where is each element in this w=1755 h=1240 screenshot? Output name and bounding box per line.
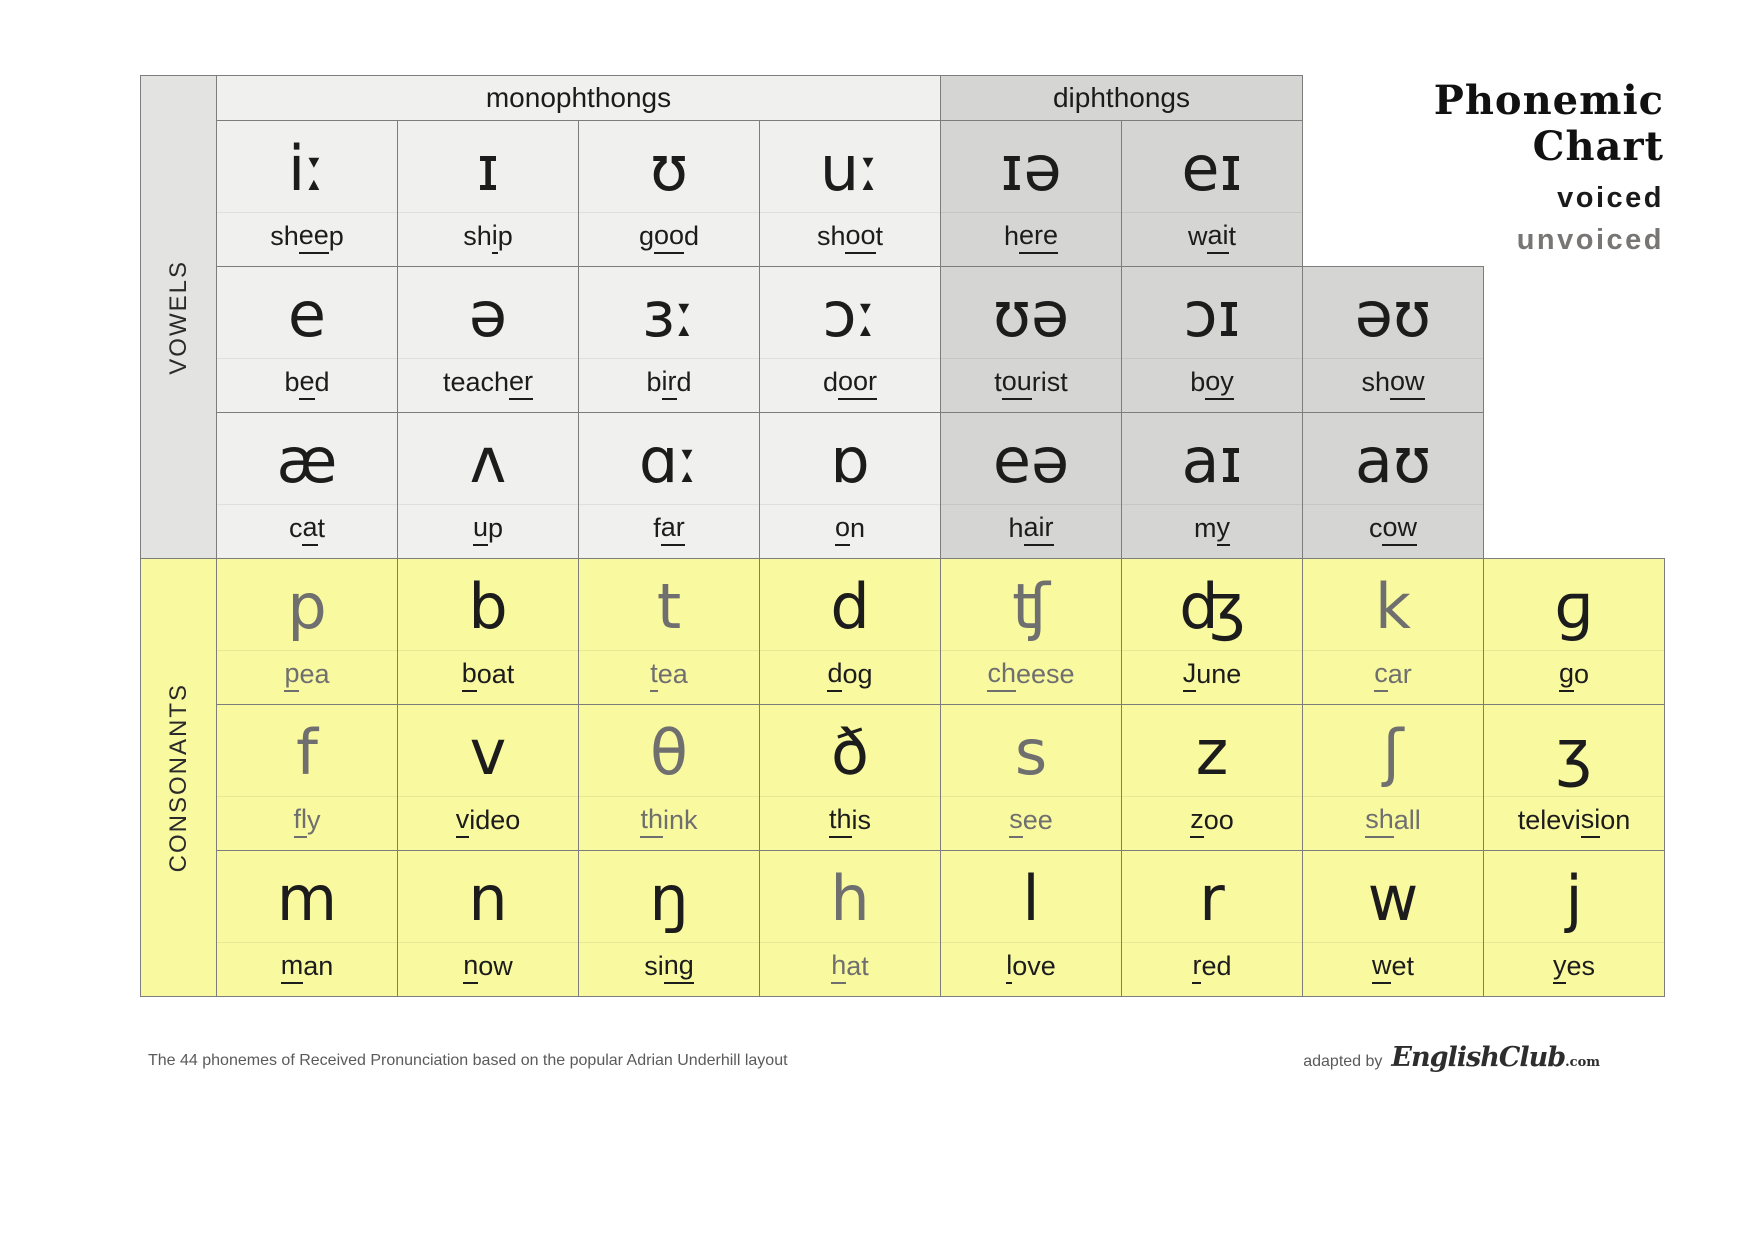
word-underlined-part: u: [473, 512, 488, 546]
example-word: [1303, 358, 1483, 412]
phoneme-symbol: iː: [287, 131, 327, 205]
word-part: m: [1194, 513, 1217, 543]
phoneme-symbol: əʊ: [1354, 277, 1432, 351]
word-part: oo: [1203, 805, 1234, 835]
word-underlined-part: ng: [664, 950, 694, 984]
word-underlined-part: ir: [662, 366, 677, 400]
word-part: si: [644, 951, 664, 981]
word-part: d: [822, 367, 838, 397]
word-underlined-part: e: [299, 366, 314, 400]
word-part: w: [1187, 221, 1208, 251]
word-underlined-part: ow: [1382, 512, 1417, 546]
phoneme-symbol: aɪ: [1181, 423, 1243, 497]
phoneme-cell-door: [759, 266, 941, 413]
word-underlined-part: g: [1559, 658, 1574, 692]
phoneme-symbol: z: [1195, 715, 1229, 789]
phoneme-cell-ship: [397, 120, 579, 267]
phoneme-symbol: ɑː: [638, 423, 700, 497]
phoneme-symbol: e: [287, 277, 327, 351]
word-part: y: [307, 805, 321, 835]
word-part: g: [638, 221, 654, 251]
phoneme-symbol: ɡ: [1554, 569, 1594, 643]
word-part: oat: [476, 659, 515, 689]
phoneme-symbol: n: [468, 861, 508, 935]
word-part: p: [488, 513, 504, 543]
word-underlined-part: m: [281, 950, 304, 984]
word-underlined-part: oo: [654, 220, 684, 254]
word-underlined-part: ee: [299, 220, 329, 254]
word-part: sh: [463, 221, 492, 251]
vowels-section-label-text: VOWELS: [164, 259, 192, 375]
consonants-section-label: [140, 558, 217, 997]
example-word: [941, 358, 1121, 412]
word-part: sh: [1361, 367, 1390, 397]
word-underlined-part: air: [1024, 512, 1054, 546]
phoneme-cell-zoo: [1121, 704, 1303, 851]
phoneme-symbol: ŋ: [649, 861, 689, 935]
phoneme-cell-television: [1483, 704, 1665, 851]
word-part: d: [676, 367, 692, 397]
word-part: ee: [1022, 805, 1053, 835]
diphthongs-header: diphthongs: [940, 75, 1303, 121]
englishclub-logo: [1391, 1042, 1600, 1073]
phoneme-cell-see: [940, 704, 1122, 851]
word-part: ow: [478, 951, 513, 981]
word-part: h: [1008, 513, 1024, 543]
word-part: ar: [1387, 659, 1412, 689]
word-part: rist: [1031, 367, 1068, 397]
word-part: t: [317, 513, 326, 543]
phoneme-cell-shoot: [759, 120, 941, 267]
example-word: [1303, 650, 1483, 704]
phoneme-cell-man: [216, 850, 398, 997]
word-underlined-part: c: [1374, 658, 1388, 692]
word-part: t: [994, 367, 1002, 397]
phoneme-cell-now: [397, 850, 579, 997]
footer-credit: [1303, 1042, 1600, 1073]
voiced-legend: voiced: [1557, 181, 1664, 214]
phoneme-cell-sheep: [216, 120, 398, 267]
phoneme-cell-bird: [578, 266, 760, 413]
phoneme-symbol: æ: [276, 423, 338, 497]
word-underlined-part: s: [1009, 804, 1023, 838]
word-part: b: [646, 367, 662, 397]
example-word: [760, 504, 940, 558]
phoneme-cell-cheese: [940, 558, 1122, 705]
word-part: ove: [1012, 951, 1056, 981]
word-part: h: [1003, 221, 1019, 251]
phoneme-cell-go: [1483, 558, 1665, 705]
example-word: [1484, 650, 1664, 704]
word-underlined-part: th: [640, 804, 663, 838]
phoneme-cell-video: [397, 704, 579, 851]
word-underlined-part: i: [492, 220, 498, 254]
phoneme-cell-boat: [397, 558, 579, 705]
word-underlined-part: o: [835, 512, 850, 546]
phoneme-cell-yes: [1483, 850, 1665, 997]
example-word: [1484, 796, 1664, 850]
word-part: n: [850, 513, 866, 543]
example-word: [398, 796, 578, 850]
example-word: [1122, 358, 1302, 412]
phoneme-cell-wait: [1121, 120, 1303, 267]
monophthongs-header: monophthongs: [216, 75, 941, 121]
phoneme-symbol: w: [1367, 861, 1419, 935]
vowels-section-label: [140, 75, 217, 559]
word-part: televi: [1517, 805, 1581, 835]
example-word: [398, 504, 578, 558]
example-word: [1122, 212, 1302, 266]
phoneme-symbol: ʃ: [1382, 715, 1404, 789]
example-word: [1122, 942, 1302, 996]
phoneme-cell-hat: [759, 850, 941, 997]
phoneme-symbol: ʊ: [649, 131, 689, 205]
word-underlined-part: th: [829, 804, 852, 838]
example-word: [1122, 796, 1302, 850]
word-underlined-part: r: [1192, 950, 1201, 984]
example-word: [760, 650, 940, 704]
word-part: t: [1228, 221, 1237, 251]
englishclub-logo-suffix: .com: [1565, 1055, 1600, 1070]
phoneme-symbol: h: [830, 861, 870, 935]
phoneme-symbol: f: [296, 715, 318, 789]
example-word: [217, 796, 397, 850]
phoneme-cell-here: [940, 120, 1122, 267]
word-part: an: [303, 951, 334, 981]
phoneme-symbol: ɔɪ: [1183, 277, 1241, 351]
phoneme-cell-on: [759, 412, 941, 559]
word-part: une: [1196, 659, 1242, 689]
phoneme-cell-this: [759, 704, 941, 851]
word-underlined-part: y: [1217, 512, 1231, 546]
consonants-section-label-text: CONSONANTS: [164, 682, 192, 873]
title-line-1: Phonemic: [1433, 77, 1664, 124]
phoneme-symbol: ʤ: [1179, 569, 1245, 643]
word-underlined-part: oy: [1205, 366, 1234, 400]
word-part: sh: [816, 221, 846, 251]
word-underlined-part: ow: [1390, 366, 1425, 400]
word-part: ea: [657, 659, 688, 689]
word-part: is: [851, 805, 872, 835]
word-underlined-part: v: [456, 804, 470, 838]
word-underlined-part: ou: [1002, 366, 1032, 400]
word-underlined-part: y: [1553, 950, 1567, 984]
phoneme-cell-think: [578, 704, 760, 851]
example-word: [760, 212, 940, 266]
word-part: c: [288, 513, 303, 543]
example-word: [941, 942, 1121, 996]
word-part: p: [328, 221, 344, 251]
example-word: [941, 650, 1121, 704]
phoneme-symbol: v: [469, 715, 507, 789]
word-part: ed: [1201, 951, 1232, 981]
example-word: [760, 796, 940, 850]
phoneme-cell-tourist: [940, 266, 1122, 413]
phoneme-symbol: d: [830, 569, 870, 643]
word-part: ink: [663, 805, 698, 835]
englishclub-logo-text: EnglishClub: [1391, 1042, 1566, 1073]
phoneme-symbol: p: [287, 569, 327, 643]
word-underlined-part: oor: [838, 366, 877, 400]
word-part: d: [314, 367, 330, 397]
word-underlined-part: b: [462, 658, 477, 692]
word-underlined-part: l: [1006, 950, 1012, 984]
word-part: on: [1600, 805, 1631, 835]
phoneme-symbol: ə: [468, 277, 508, 351]
phoneme-cell-love: [940, 850, 1122, 997]
word-part: og: [842, 659, 873, 689]
phoneme-symbol: ɪə: [1000, 131, 1062, 205]
word-part: et: [1391, 951, 1415, 981]
word-underlined-part: h: [831, 950, 846, 984]
example-word: [217, 504, 397, 558]
example-word: [398, 212, 578, 266]
phoneme-symbol: ɔː: [822, 277, 878, 351]
example-word: [1122, 650, 1302, 704]
phoneme-symbol: ɒ: [830, 423, 870, 497]
phoneme-symbol: t: [656, 569, 682, 643]
phoneme-symbol: l: [1022, 861, 1040, 935]
phoneme-cell-show: [1302, 266, 1484, 413]
phoneme-symbol: ʌ: [469, 423, 507, 497]
word-part: eese: [1015, 659, 1075, 689]
phoneme-cell-red: [1121, 850, 1303, 997]
word-part: ea: [299, 659, 330, 689]
example-word: [217, 650, 397, 704]
phoneme-symbol: s: [1014, 715, 1048, 789]
phoneme-cell-good: [578, 120, 760, 267]
phoneme-symbol: ʊə: [992, 277, 1070, 351]
example-word: [579, 504, 759, 558]
word-part: ideo: [469, 805, 521, 835]
phoneme-symbol: uː: [819, 131, 881, 205]
phoneme-symbol: j: [1565, 861, 1583, 935]
phoneme-symbol: eə: [992, 423, 1070, 497]
word-underlined-part: oo: [845, 220, 875, 254]
example-word: [217, 212, 397, 266]
example-word: [579, 796, 759, 850]
word-underlined-part: n: [463, 950, 478, 984]
word-part: b: [1190, 367, 1206, 397]
example-word: [579, 942, 759, 996]
example-word: [760, 942, 940, 996]
phoneme-symbol: ʧ: [1012, 569, 1050, 643]
word-part: es: [1566, 951, 1596, 981]
word-part: c: [1368, 513, 1383, 543]
example-word: [1303, 504, 1483, 558]
phoneme-symbol: θ: [650, 715, 688, 789]
phoneme-symbol: m: [276, 861, 338, 935]
word-underlined-part: p: [284, 658, 299, 692]
word-underlined-part: w: [1372, 950, 1392, 984]
unvoiced-legend: unvoiced: [1516, 223, 1664, 256]
example-word: [398, 942, 578, 996]
word-part: f: [653, 513, 661, 543]
credit-prefix-text: adapted by: [1303, 1053, 1383, 1070]
word-part: all: [1393, 805, 1421, 835]
phoneme-cell-june: [1121, 558, 1303, 705]
word-underlined-part: ch: [987, 658, 1016, 692]
example-word: [941, 504, 1121, 558]
word-underlined-part: J: [1183, 658, 1197, 692]
word-underlined-part: a: [302, 512, 317, 546]
example-word: [1122, 504, 1302, 558]
phoneme-cell-pea: [216, 558, 398, 705]
phoneme-symbol: b: [468, 569, 508, 643]
word-underlined-part: z: [1190, 804, 1204, 838]
phoneme-symbol: aʊ: [1354, 423, 1432, 497]
word-part: at: [846, 951, 869, 981]
word-underlined-part: sh: [1365, 804, 1394, 838]
phoneme-symbol: ɜː: [642, 277, 696, 351]
word-part: sh: [270, 221, 299, 251]
example-word: [398, 358, 578, 412]
phoneme-cell-bed: [216, 266, 398, 413]
title-line-2: Chart: [1532, 123, 1664, 171]
example-word: [217, 358, 397, 412]
example-word: [579, 650, 759, 704]
example-word: [941, 796, 1121, 850]
phoneme-symbol: r: [1199, 861, 1225, 935]
phoneme-cell-far: [578, 412, 760, 559]
word-part: t: [875, 221, 884, 251]
phoneme-cell-car: [1302, 558, 1484, 705]
phoneme-cell-up: [397, 412, 579, 559]
word-part: o: [1574, 659, 1590, 689]
example-word: [1303, 796, 1483, 850]
phoneme-cell-boy: [1121, 266, 1303, 413]
phoneme-cell-cow: [1302, 412, 1484, 559]
word-underlined-part: t: [650, 658, 658, 692]
example-word: [1303, 942, 1483, 996]
phoneme-cell-sing: [578, 850, 760, 997]
phoneme-cell-hair: [940, 412, 1122, 559]
example-word: [217, 942, 397, 996]
word-underlined-part: ai: [1207, 220, 1228, 254]
example-word: [760, 358, 940, 412]
word-part: p: [497, 221, 513, 251]
example-word: [941, 212, 1121, 266]
example-word: [579, 212, 759, 266]
word-underlined-part: ere: [1019, 220, 1058, 254]
footer-caption: The 44 phonemes of Received Pronunciation based on the popular Adrian Underhill layout: [148, 1052, 788, 1069]
word-underlined-part: er: [509, 366, 533, 400]
phoneme-cell-my: [1121, 412, 1303, 559]
phoneme-symbol: ɪ: [476, 131, 500, 205]
example-word: [1484, 942, 1664, 996]
phoneme-cell-tea: [578, 558, 760, 705]
phoneme-cell-wet: [1302, 850, 1484, 997]
phoneme-symbol: ʒ: [1556, 715, 1592, 789]
word-underlined-part: d: [827, 658, 842, 692]
word-underlined-part: ar: [661, 512, 685, 546]
phoneme-cell-cat: [216, 412, 398, 559]
phoneme-cell-fly: [216, 704, 398, 851]
example-word: [579, 358, 759, 412]
word-underlined-part: si: [1581, 804, 1601, 838]
phoneme-symbol: ð: [831, 715, 869, 789]
phoneme-symbol: k: [1375, 569, 1411, 643]
phoneme-cell-shall: [1302, 704, 1484, 851]
phoneme-cell-teacher: [397, 266, 579, 413]
chart-title-block: [1434, 78, 1664, 261]
word-underlined-part: fl: [294, 804, 308, 838]
example-word: [398, 650, 578, 704]
word-part: d: [684, 221, 700, 251]
word-part: b: [284, 367, 300, 397]
word-part: teach: [442, 367, 510, 397]
phoneme-symbol: eɪ: [1181, 131, 1243, 205]
phoneme-cell-dog: [759, 558, 941, 705]
